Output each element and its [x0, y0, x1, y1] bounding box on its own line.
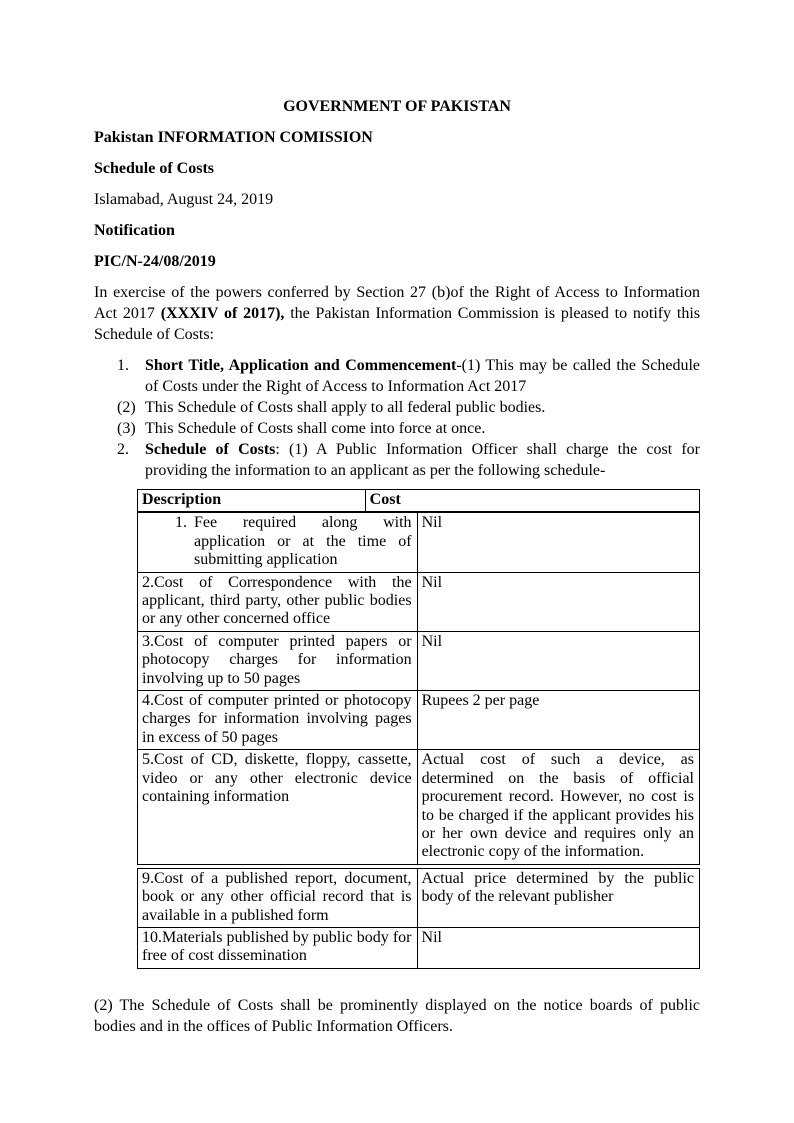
notification-label: Notification — [94, 222, 175, 239]
list-item-bold-text: Schedule of Costs — [145, 441, 276, 458]
column-header-description: Description — [138, 490, 366, 512]
description-cell — [138, 513, 418, 572]
table-row — [138, 513, 700, 572]
table-row — [138, 927, 700, 968]
list-item-1 — [94, 355, 700, 397]
costs-table-body-continued — [137, 868, 700, 969]
costs-table-header — [137, 489, 700, 512]
list-item-3 — [94, 418, 700, 439]
cost-cell: Rupees 2 per page — [417, 691, 699, 750]
description-cell: 2.Cost of Correspondence with the applicant, third party, other public bodies or any other concerned office — [138, 572, 418, 631]
closing-paragraph: (2) The Schedule of Costs shall be prominently displayed on the notice boards of public bodies and in the offices of Public Information Officers. — [94, 996, 700, 1035]
list-marker: 1. — [117, 357, 129, 374]
page-title: GOVERNMENT OF PAKISTAN — [283, 98, 511, 115]
list-marker: (3) — [117, 420, 136, 437]
dateline: Islamabad, August 24, 2019 — [94, 191, 274, 208]
intro-text-pre: In exercise of the powers conferred by Section 27 (b)of the Right of Access to Information Act 2017 — [94, 284, 700, 322]
list-marker: 2. — [117, 441, 129, 458]
description-cell: 5.Cost of CD, diskette, floppy, cassette, video or any other electronic device containing information — [138, 750, 418, 864]
list-item-bold-text: Short Title, Application and Commencement — [145, 357, 457, 374]
reference-number: PIC/N-24/08/2019 — [94, 253, 216, 270]
description-text: Fee required along with application or at the time of submitting application — [194, 514, 412, 569]
cost-cell: Nil — [417, 927, 699, 968]
column-header-cost: Cost — [365, 490, 699, 512]
table-cell-list-item — [142, 514, 412, 569]
org-name: Pakistan INFORMATION COMISSION — [94, 129, 373, 146]
list-item-text: -(1) This may be called the Schedule of Costs under the Right of Access to Information Act 2017 — [145, 357, 700, 395]
doc-subtitle: Schedule of Costs — [94, 160, 215, 177]
description-cell: 3.Cost of computer printed papers or photocopy charges for information involving up to 50 pages — [138, 631, 418, 690]
table-row — [138, 868, 700, 927]
list-marker: (2) — [117, 399, 136, 416]
table-row — [138, 572, 700, 631]
cell-list-marker: 1. — [175, 514, 187, 532]
list-item-text: This Schedule of Costs shall come into force at once. — [145, 420, 486, 437]
list-item-text: This Schedule of Costs shall apply to all federal public bodies. — [145, 399, 546, 416]
cost-cell: Actual cost of such a device, as determined on the basis of official procurement record. However, no cost is to be charged if the applicant provides his or her own device and requires only an electronic copy of the information. — [417, 750, 699, 864]
description-cell: 9.Cost of a published report, document, book or any other official record that is available in a published form — [138, 868, 418, 927]
intro-text-bold: (XXXIV of 2017), — [160, 305, 285, 322]
cost-cell: Nil — [417, 631, 699, 690]
list-item-text: : (1) A Public Information Officer shall charge the cost for providing the information to an applicant as per the following schedule- — [145, 441, 700, 479]
cost-cell: Nil — [417, 513, 699, 572]
cost-cell: Nil — [417, 572, 699, 631]
table-header-row — [138, 490, 700, 512]
table-row — [138, 631, 700, 690]
table-row — [138, 750, 700, 864]
table-row — [138, 691, 700, 750]
clauses-list — [94, 355, 700, 481]
list-item-2 — [94, 397, 700, 418]
intro-text-post: the Pakistan Information Commission is pleased to notify this Schedule of Costs: — [94, 305, 701, 343]
cost-cell: Actual price determined by the public body of the relevant publisher — [417, 868, 699, 927]
costs-table-body — [137, 512, 700, 864]
description-cell: 10.Materials published by public body for free of cost dissemination — [138, 927, 418, 968]
description-cell: 4.Cost of computer printed or photocopy charges for information involving pages in excess of 50 pages — [138, 691, 418, 750]
intro-paragraph — [94, 282, 700, 345]
list-item-4 — [94, 439, 700, 481]
